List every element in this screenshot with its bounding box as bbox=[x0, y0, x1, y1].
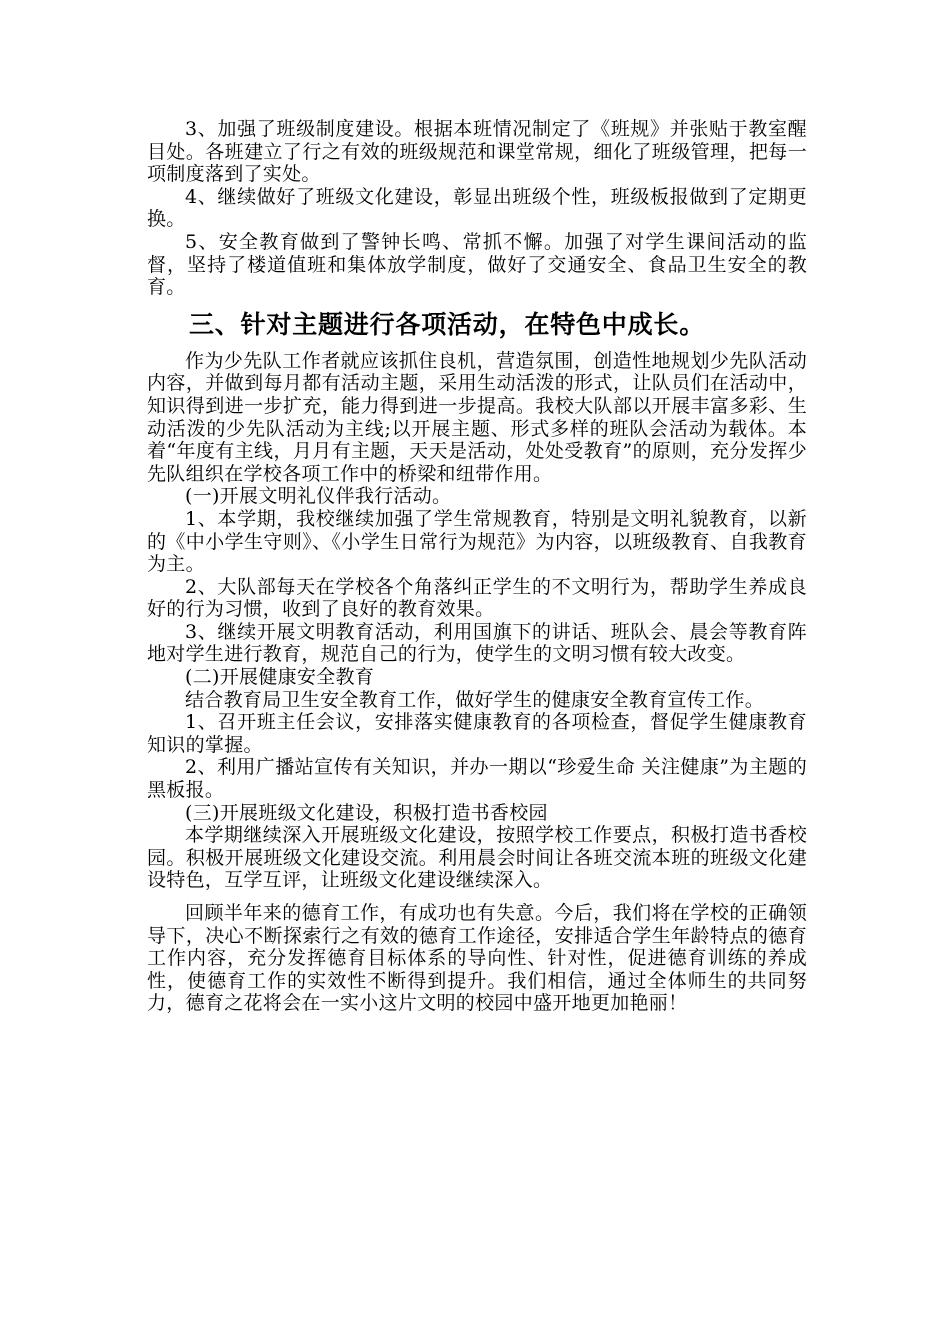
subsection-2-item-1: 1、召开班主任会议，安排落实健康教育的各项检查，督促学生健康教育知识的掌握。 bbox=[147, 711, 807, 756]
subsection-1-item-3: 3、继续开展文明教育活动，利用国旗下的讲话、班队会、晨会等教育阵地对学生进行教育，规范自己的行为，使学生的文明习惯有较大改变。 bbox=[147, 620, 807, 666]
subsection-3-body: 本学期继续深入开展班级文化建设，按照学校工作要点，积极打造书香校园。积极开展班级文化建设交流。利用晨会时间让各班交流本班的班级文化建设特色，互学互评，让班级文化建设继续深入。 bbox=[147, 824, 807, 892]
subsection-1-item-1: 1、本学期，我校继续加强了学生常规教育，特别是文明礼貌教育，以新的《中小学生守则》、《小学生日常行为规范》为内容，以班级教育、自我教育为主。 bbox=[147, 507, 807, 576]
paragraph-item-4: 4、继续做好了班级文化建设，彰显出班级个性，班级板报做到了定期更换。 bbox=[147, 185, 807, 231]
document-page bbox=[147, 118, 807, 1015]
subsection-1-item-2: 2、大队部每天在学校各个角落纠正学生的不文明行为，帮助学生养成良好的行为习惯，收到了良好的教育效果。 bbox=[147, 575, 807, 621]
section-intro-paragraph: 作为少先队工作者就应该抓住良机，营造氛围，创造性地规划少先队活动内容，并做到每月都有活动主题，采用生动活泼的形式，让队员们在活动中，知识得到进一步扩充，能力得到进一步提高。我校大队部以开展丰富多彩、生动活泼的少先队活动为主线;以开展主题、形式多样的班队会活动为载体。本着“年度有主线，月月有主题，天天是活动，处处受教育”的原则，充分发挥少先队组织在学校各项工作中的桥梁和纽带作用。 bbox=[147, 349, 807, 485]
subsection-title-2: (二)开展健康安全教育 bbox=[185, 666, 375, 689]
section-heading: 三、针对主题进行各项活动，在特色中成长。 bbox=[189, 309, 706, 339]
subsection-title-3: (三)开展班级文化建设，积极打造书香校园 bbox=[185, 801, 548, 824]
subsection-2-item-2: 2、利用广播站宣传有关知识，并办一期以“珍爱生命 关注健康”为主题的黑板报。 bbox=[147, 756, 807, 802]
paragraph-item-5: 5、安全教育做到了警钟长鸣、常抓不懈。加强了对学生课间活动的监督，坚持了楼道值班和集体放学制度，做好了交通安全、食品卫生安全的教育。 bbox=[147, 230, 807, 299]
subsection-2-intro: 结合教育局卫生安全教育工作，做好学生的健康安全教育宣传工作。 bbox=[185, 688, 765, 711]
closing-paragraph: 回顾半年来的德育工作，有成功也有失意。今后，我们将在学校的正确领导下，决心不断探索行之有效的德育工作途径，安排适合学生年龄特点的德育工作内容，充分发挥德育目标体系的导向性、针对性，促进德育训练的养成性，使德育工作的实效性不断得到提升。我们相信，通过全体师生的共同努力，德育之花将会在一实小这片文明的校园中盛开地更加艳丽！ bbox=[147, 902, 807, 1015]
subsection-title-1: (一)开展文明礼仪伴我行活动。 bbox=[185, 485, 452, 508]
paragraph-item-3: 3、加强了班级制度建设。根据本班情况制定了《班规》并张贴于教室醒目处。各班建立了行之有效的班级规范和课堂常规，细化了班级管理，把每一项制度落到了实处。 bbox=[147, 118, 807, 186]
